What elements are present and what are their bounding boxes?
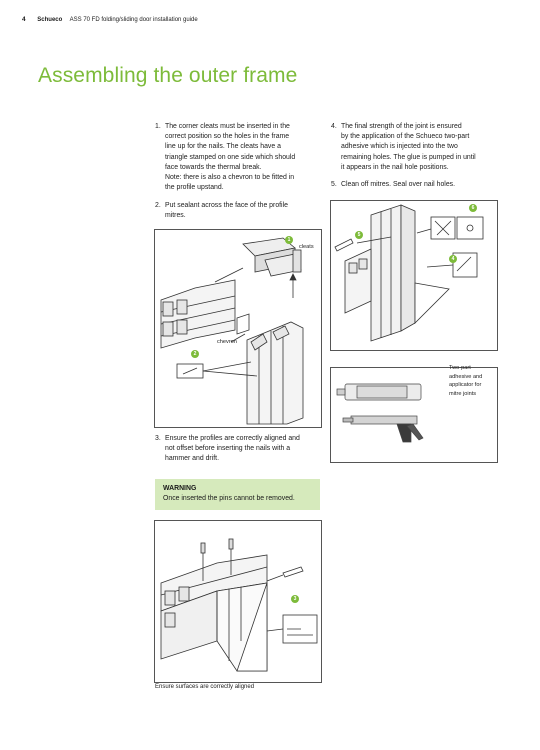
step-1-line: line up for the nails. The cleats have a <box>165 143 281 151</box>
step-5-number: 5. <box>331 181 337 188</box>
figure-adhesive-applicator <box>330 367 498 463</box>
adhesive-caption <box>449 364 482 398</box>
step-2-line: mitres. <box>165 212 186 220</box>
guide-title: ASS 70 FD folding/sliding door installation guide <box>69 17 198 23</box>
adhesive-injection-illustration <box>331 201 497 350</box>
alignment-caption: Ensure surfaces are correctly aligned <box>155 684 255 690</box>
step-badge-2: 2 <box>191 350 199 358</box>
step-1-line: triangle stamped on one side which should <box>165 153 296 161</box>
page-number: 4 <box>22 16 26 23</box>
warning-title: WARNING <box>163 485 197 492</box>
figure-alignment <box>154 520 322 683</box>
step-1-line: face towards the thermal break. <box>165 163 262 171</box>
adhesive-caption-line: Two-part <box>449 365 471 371</box>
chevron-label: chevron <box>217 339 237 345</box>
warning-box <box>155 479 320 510</box>
step-badge-5: 5 <box>355 231 363 239</box>
step-2-number: 2. <box>155 202 161 209</box>
warning-text: Once inserted the pins cannot be removed. <box>163 495 295 502</box>
step-badge-6: 6 <box>469 204 477 212</box>
step-2 <box>155 201 325 221</box>
step-4-line: The final strength of the joint is ensured <box>341 123 462 130</box>
adhesive-caption-line: mitre joints <box>449 390 477 397</box>
step-2-line: Put sealant across the face of the profile <box>165 202 288 209</box>
step-badge-1: 1 <box>285 236 293 244</box>
step-1-line: Note: there is also a chevron to be fitted in <box>165 174 295 182</box>
step-4-line: remaining holes. The glue is pumped in until <box>341 153 476 161</box>
profile-assembly-illustration <box>155 230 321 427</box>
step-1-line: The corner cleats must be inserted in the <box>165 123 290 130</box>
step-1 <box>155 122 325 193</box>
step-badge-4: 4 <box>449 255 457 263</box>
step-3-line: Ensure the profiles are correctly aligned and <box>165 435 300 442</box>
step-3-line: not offset before inserting the nails with a <box>165 445 291 453</box>
step-badge-3: 3 <box>291 595 299 603</box>
step-3 <box>155 434 325 465</box>
step-3-number: 3. <box>155 435 161 442</box>
adhesive-caption-line: adhesive and <box>449 373 483 380</box>
cleats-label: cleats <box>299 244 314 250</box>
step-4-line: adhesive which is injected into the two <box>341 143 458 151</box>
figure-adhesive-injection <box>330 200 498 351</box>
step-5 <box>331 180 511 190</box>
step-3-line: hammer and drift. <box>165 455 219 463</box>
step-4-line: by the application of the Schueco two-part <box>341 133 470 141</box>
step-4 <box>331 122 511 173</box>
page-title: Assembling the outer frame <box>38 64 298 87</box>
step-4-number: 4. <box>331 123 337 130</box>
step-5-line: Clean off mitres. Seal over nail holes. <box>341 181 456 188</box>
step-1-line: correct position so the holes in the frame <box>165 133 290 141</box>
adhesive-caption-line: applicator for <box>449 382 482 389</box>
page-header <box>22 16 198 23</box>
step-1-number: 1. <box>155 123 161 130</box>
figure-cleats-chevron <box>154 229 322 428</box>
step-4-line: it appears in the nail hole positions. <box>341 163 449 171</box>
step-1-line: the profile upstand. <box>165 184 224 192</box>
brand-name: Schueco <box>37 17 63 23</box>
